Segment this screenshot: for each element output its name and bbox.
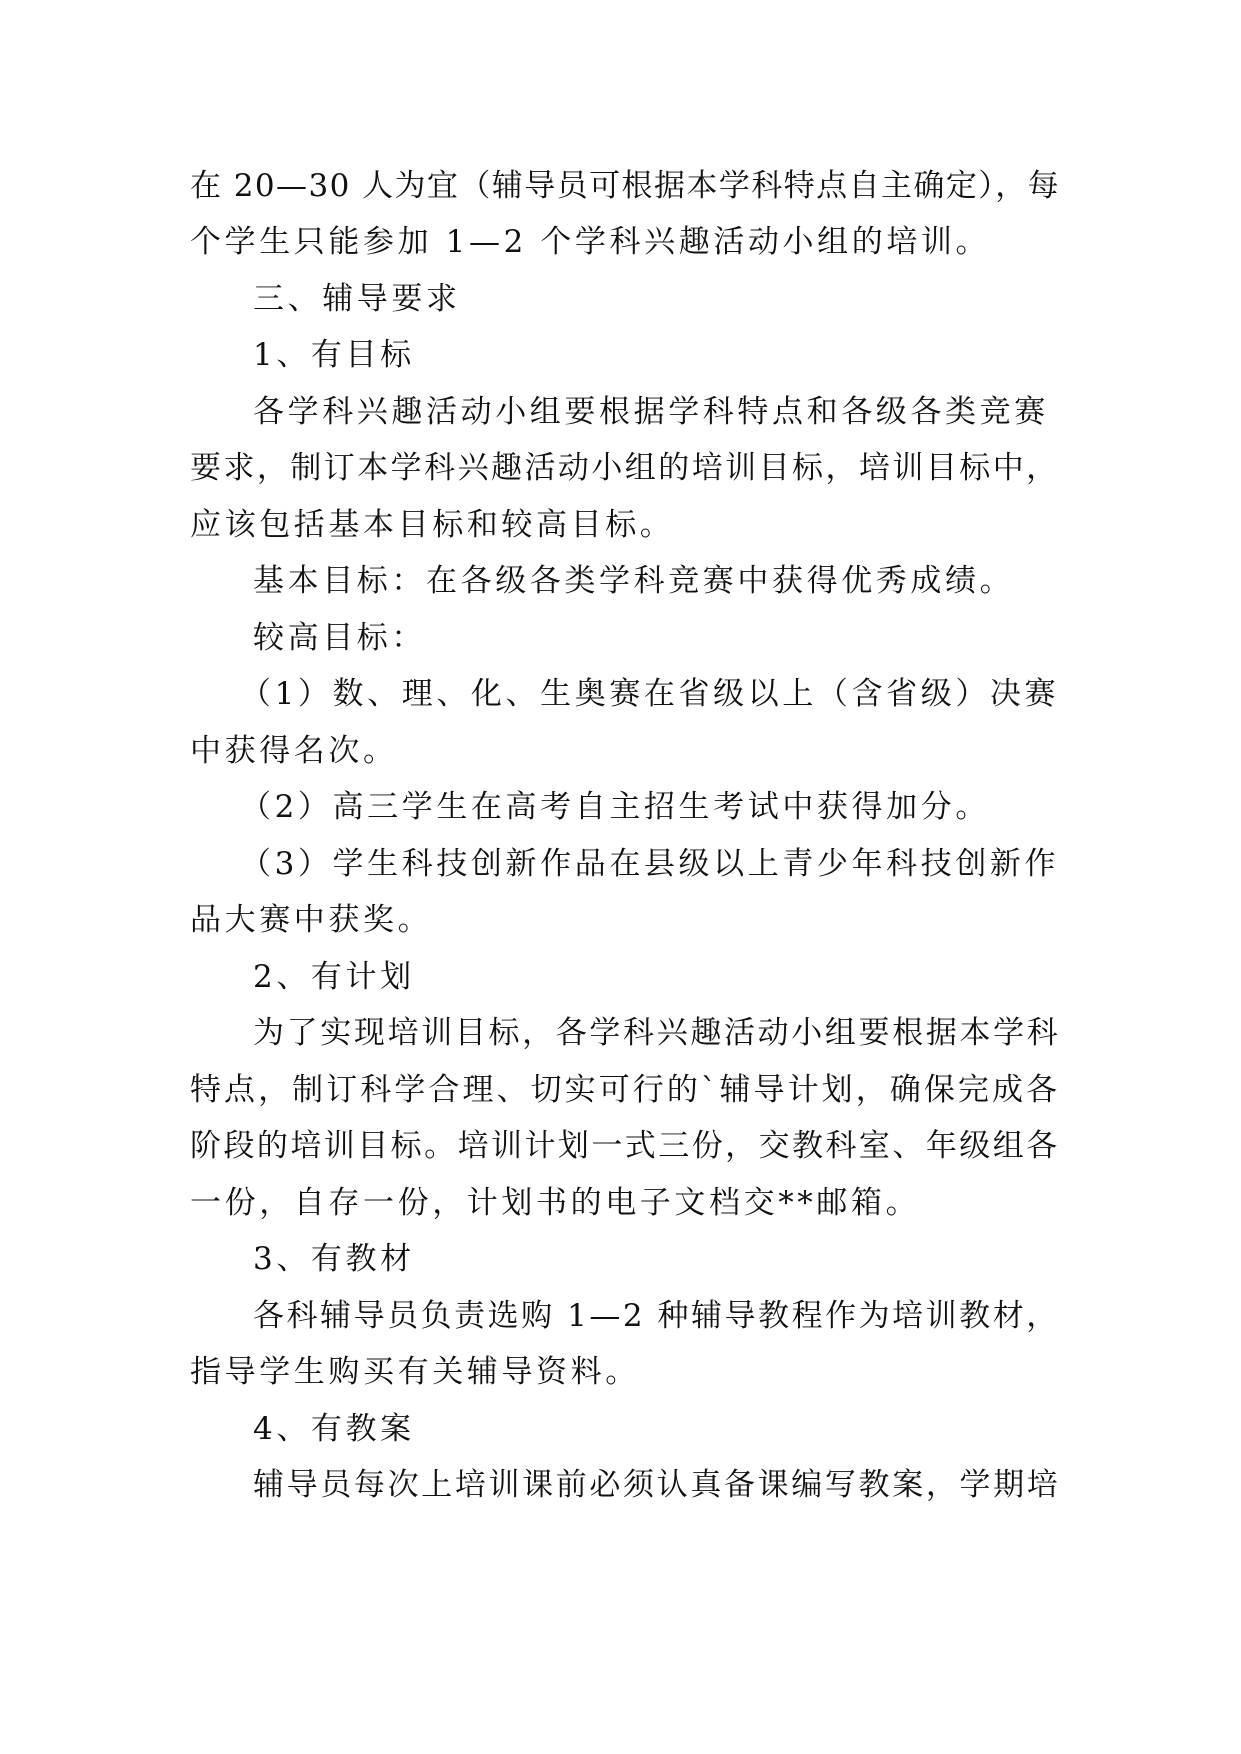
section-heading: 三、辅导要求 <box>253 281 461 317</box>
subsection-heading: 3、有教材 <box>253 1241 415 1277</box>
paragraph-line: 指导学生购买有关辅导资料。 <box>190 1354 640 1390</box>
paragraph-line: 辅导员每次上培训课前必须认真备课编写教案，学期培 <box>253 1467 1061 1503</box>
paragraph-line: 阶段的培训目标。培训计划一式三份，交教科室、年级组各 <box>190 1128 1060 1164</box>
list-item: （2）高三学生在高考自主招生考试中获得加分。 <box>240 789 990 825</box>
list-item-continuation: 品大赛中获奖。 <box>190 902 433 938</box>
list-item: （3）学生科技创新作品在县级以上青少年科技创新作 <box>240 846 1060 882</box>
paragraph-line: 一份，自存一份，计划书的电子文档交**邮箱。 <box>190 1185 921 1221</box>
paragraph-line: 要求，制订本学科兴趣活动小组的培训目标，培训目标中， <box>190 450 1060 486</box>
paragraph-line: 基本目标：在各级各类学科竞赛中获得优秀成绩。 <box>253 563 1015 599</box>
paragraph-line: 在 20—30 人为宜（辅导员可根据本学科特点自主确定），每 <box>190 168 1061 204</box>
paragraph-line: 各科辅导员负责选购 1—2 种辅导教程作为培训教材， <box>253 1298 1060 1334</box>
paragraph-line: 较高目标： <box>253 620 426 656</box>
paragraph-line: 为了实现培训目标，各学科兴趣活动小组要根据本学科 <box>253 1015 1061 1051</box>
subsection-heading: 4、有教案 <box>253 1411 415 1447</box>
list-item-continuation: 中获得名次。 <box>190 733 398 769</box>
paragraph-line: 各学科兴趣活动小组要根据学科特点和各级各类竞赛 <box>253 394 1049 430</box>
list-item: （1）数、理、化、生奥赛在省级以上（含省级）决赛 <box>240 676 1060 712</box>
subsection-heading: 1、有目标 <box>253 337 415 373</box>
paragraph-line: 应该包括基本目标和较高目标。 <box>190 507 675 543</box>
paragraph-line: 个学生只能参加 1—2 个学科兴趣活动小组的培训。 <box>190 224 991 260</box>
paragraph-line: 特点，制订科学合理、切实可行的`辅导计划，确保完成各 <box>190 1072 1061 1108</box>
subsection-heading: 2、有计划 <box>253 959 415 995</box>
